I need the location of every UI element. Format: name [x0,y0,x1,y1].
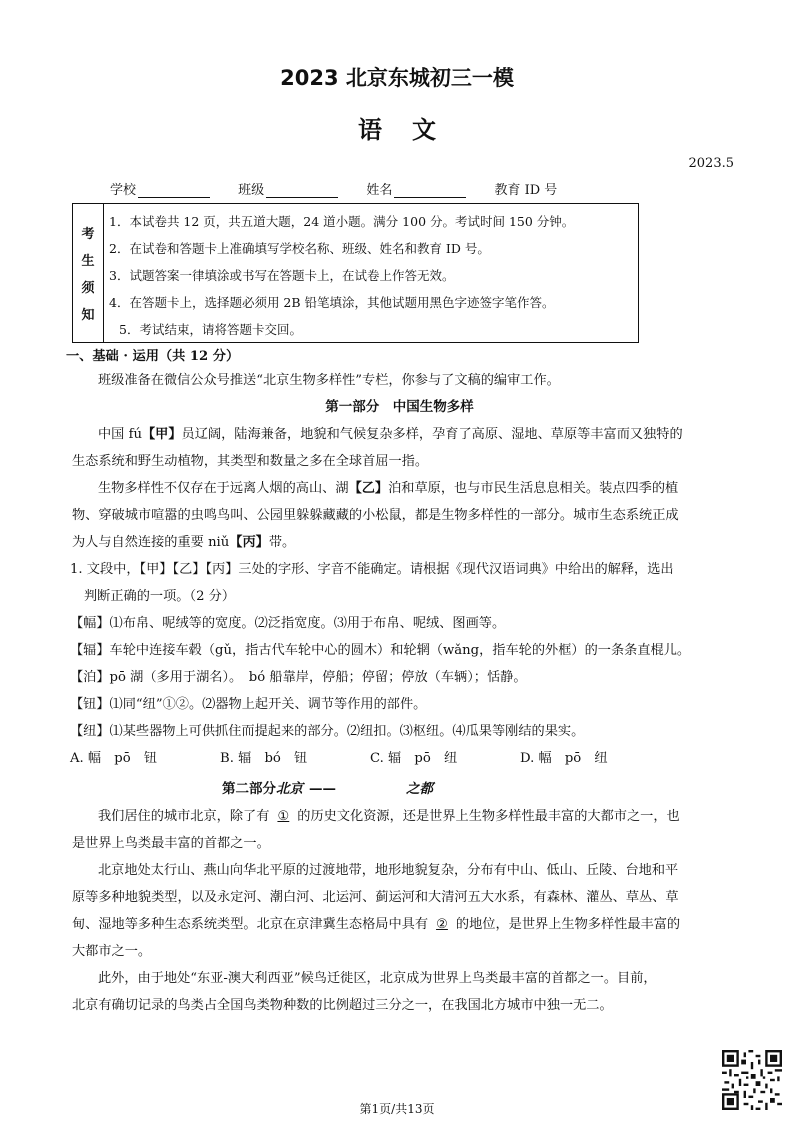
notice-item: 3．试题答案一律填涂或书写在答题卡上，在试卷上作答无效。 [109,268,455,283]
part1-paragraph-1: 中国 fú【甲】员辽阔，陆海兼备，地貌和气候复杂多样，孕育了高原、湿地、草原等丰富而又独特的 [98,427,683,442]
definition: 【幅】⑴布帛、呢绒等的宽度。⑵泛指宽度。⑶用于布帛、呢绒、图画等。 [70,616,506,631]
page-footer: 第1页/共13页 [359,1102,435,1116]
notice-item: 2．在试卷和答题卡上准确填写学校名称、班级、姓名和教育 ID 号。 [109,241,490,256]
edu-id-field: 教育 ID 号 [494,183,558,198]
part1-title: 第一部分 中国生物多样 [325,399,474,415]
part2-paragraph-3: 此外，由于地处“东亚-澳大利西亚”候鸟迁徙区，北京成为世界上鸟类最丰富的首都之一。目前， [98,971,657,986]
school-blank[interactable] [138,184,210,198]
intro-paragraph: 班级准备在微信公众号推送“北京生物多样性”专栏，你参与了文稿的编审工作。 [98,373,560,388]
part2-paragraph-1: 我们居住的城市北京，除了有 ① 的历史文化资源，还是世界上生物多样性最丰富的大都市之一，也 [98,809,680,824]
subject-title: 语文 [358,116,466,144]
fill-blank-2: ② [436,917,448,932]
part2-paragraph-3-cont: 北京有确切记录的鸟类占全国鸟类物种数的比例超过三分之一，在我国北方城市中独一无二。 [72,998,613,1013]
part1-paragraph-2-cont: 物、穿破城市喧嚣的虫鸣鸟叫、公园里躲躲藏藏的小松鼠，都是生物多样性的一部分。城市生态系统正成 [72,508,679,523]
question-1: 1. 文段中，【甲】【乙】【丙】三处的字形、字音不能确定。请根据《现代汉语词典》中给出的解释，选出 [70,562,674,577]
part2-paragraph-2-cont: 原等多种地貌类型，以及永定河、潮白河、北运河、蓟运河和大清河五大水系，有森林、灌丛、草丛、草 [72,890,679,905]
definition: 【纽】⑴某些器物上可供抓住而提起来的部分。⑵纽扣。⑶枢纽。⑷瓜果等刚结的果实。 [70,724,585,739]
part2-paragraph-2-end: 大都市之一。 [72,944,152,959]
school-field[interactable]: 学校 [110,183,210,198]
part2-paragraph-2: 北京地处太行山、燕山向华北平原的过渡地带，地形地貌复杂，分布有中山、低山、丘陵、台地和平 [98,863,679,878]
class-blank[interactable] [266,184,338,198]
notice-item: 5．考试结束，请将答题卡交回。 [119,322,302,337]
definition: 【泊】pō 湖（多用于湖名）。 bó 船靠岸，停船；停留；停放（车辆）；恬静。 [70,670,527,685]
option-d[interactable]: D. 幅 pō 纽 [520,751,608,766]
exam-date: 2023.5 [688,156,734,171]
part2-title: 第二部分北京 —— 之都 [222,781,433,797]
answer-options [70,745,727,772]
name-field[interactable]: 姓名 [366,183,466,198]
part1-paragraph-2: 生物多样性不仅存在于远离人烟的高山、湖【乙】泊和草原，也与市民生活息息相关。装点四季的植 [98,481,679,496]
notice-side-label: 考 生 须 知 [73,204,104,342]
student-info-fields [110,179,581,198]
question-1-cont: 判断正确的一项。（2 分） [84,589,236,604]
blank-jia: 【甲】 [141,427,182,442]
notice-items [109,208,574,343]
section-body [72,367,727,1019]
page-title: 2023 北京东城初三一模 [280,66,514,90]
option-b[interactable]: B. 辐 bó 钮 [220,751,308,766]
fill-blank-1: ① [277,809,290,824]
option-c[interactable]: C. 辐 pō 纽 [370,751,458,766]
definition: 【辐】车轮中连接车毂（gǔ，指古代车轮中心的圆木）和轮辋（wǎng，指车轮的外框）的一条条直棍儿。 [70,643,691,658]
part1-paragraph-2-end: 为人与自然连接的重要 niǔ【丙】带。 [72,535,296,550]
part2-paragraph-2-cont2: 甸、湿地等多种生态系统类型。北京在京津冀生态格局中具有 ② 的地位，是世界上生物多样性最丰富的 [72,917,681,932]
definition: 【钮】⑴同“纽”①②。⑵器物上起开关、调节等作用的部件。 [70,697,427,712]
part2-paragraph-1-cont: 是世界上鸟类最丰富的首都之一。 [72,836,270,851]
notice-item: 1．本试卷共 12 页，共五道大题，24 道小题。满分 100 分。考试时间 150 分钟。 [109,214,575,229]
class-field[interactable]: 班级 [238,183,338,198]
blank-bing: 【丙】 [229,535,269,550]
option-a[interactable]: A. 幅 pō 钮 [70,751,158,766]
name-blank[interactable] [394,184,466,198]
section-heading: 一、基础 · 运用（共 12 分） [66,349,240,364]
part1-paragraph-1-cont: 生态系统和野生动植物，其类型和数量之多在全球首屈一指。 [72,454,429,469]
exam-notice-box [72,203,639,343]
notice-item: 4．在答题卡上，选择题必须用 2B 铅笔填涂，其他试题用黑色字迹签字笔作答。 [109,295,555,310]
blank-yi: 【乙】 [348,481,389,496]
